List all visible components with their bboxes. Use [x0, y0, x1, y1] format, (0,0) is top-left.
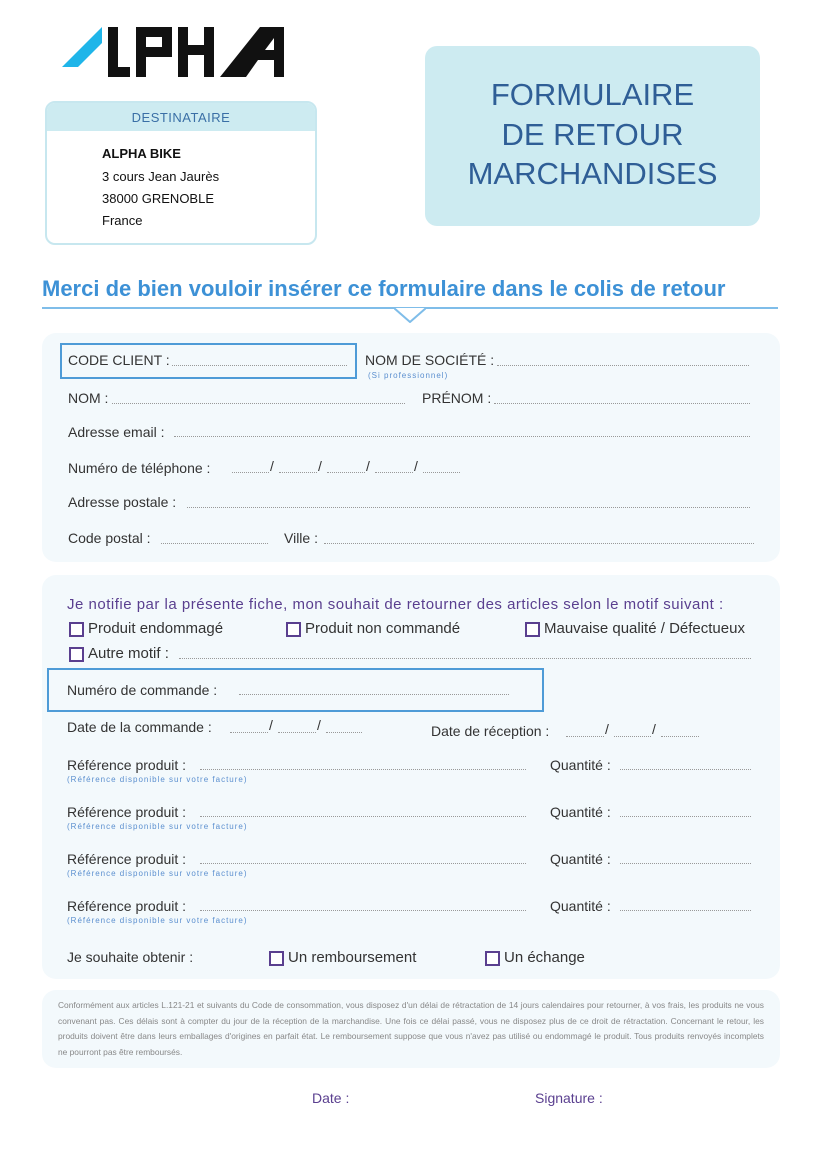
quantity-label: Quantité : — [550, 804, 611, 820]
exchange-label: Un échange — [504, 949, 585, 966]
city-label: Ville : — [284, 530, 318, 546]
product-ref-field[interactable] — [200, 816, 526, 817]
alpha-logo — [62, 22, 288, 82]
nom-label: NOM : — [68, 390, 109, 406]
address-field[interactable] — [187, 507, 750, 508]
email-label: Adresse email : — [68, 424, 165, 440]
prenom-label: PRÉNOM : — [422, 390, 492, 406]
recipient-box — [45, 101, 317, 245]
recipient-name: ALPHA BIKE — [102, 146, 181, 161]
client-code-label: CODE CLIENT : — [68, 352, 170, 368]
product-ref-note: (Référence disponible sur votre facture) — [67, 869, 248, 878]
date-separator: / — [605, 721, 609, 737]
quantity-field[interactable] — [620, 910, 751, 911]
wish-label: Je souhaite obtenir : — [67, 949, 194, 965]
title-line-3: MARCHANDISES — [467, 156, 718, 191]
product-ref-note: (Référence disponible sur votre facture) — [67, 775, 248, 784]
title-line-1: FORMULAIRE — [490, 77, 695, 112]
return-notice: Je notifie par la présente fiche, mon souhait de retourner des articles selon le motif suivant : — [67, 596, 724, 613]
phone-separator: / — [318, 458, 322, 474]
title-line-2: DE RETOUR — [501, 117, 684, 152]
company-field[interactable] — [497, 365, 749, 366]
phone-field-2[interactable] — [279, 472, 317, 473]
divider-notch — [394, 307, 426, 323]
phone-separator: / — [270, 458, 274, 474]
reason-not-ordered-checkbox[interactable] — [286, 622, 301, 637]
order-date-year[interactable] — [326, 732, 362, 733]
product-ref-label: Référence produit : — [67, 851, 187, 867]
date-label: Date : — [312, 1090, 350, 1106]
product-ref-label: Référence produit : — [67, 898, 187, 914]
recipient-country: France — [102, 213, 143, 228]
product-ref-field[interactable] — [200, 910, 526, 911]
reception-date-year[interactable] — [661, 736, 699, 737]
prenom-field[interactable] — [494, 403, 750, 404]
recipient-heading: DESTINATAIRE — [47, 103, 315, 131]
title-box — [425, 46, 760, 226]
reason-damaged-checkbox[interactable] — [69, 622, 84, 637]
date-separator: / — [317, 717, 321, 733]
legal-notice: Conformément aux articles L.121-21 et suivants du Code de consommation, vous disposez d'un délai de rétractation de 14 jours calendaires pour retourner, à vos frais, les produits ne vous convenant pas. Ces délais sont à compter du jour de la réception de la marchandise. Une fois ce délai passé, vous ne disposez plus de ce droit de rétractation. Concernant le retour, les produits doivent être dans leurs emballages d'origines en parfait état. Le remboursement suppose que vous n'avez pas utilisé ou endommagé le produit. Tous produits renvoyés incomplets ne pourront pas être remboursés. — [58, 1000, 764, 1057]
product-ref-note: (Référence disponible sur votre facture) — [67, 822, 248, 831]
phone-field-3[interactable] — [327, 472, 365, 473]
order-number-label: Numéro de commande : — [67, 682, 218, 698]
quantity-label: Quantité : — [550, 898, 611, 914]
nom-field[interactable] — [112, 403, 405, 404]
phone-label: Numéro de téléphone : — [68, 460, 211, 476]
order-date-label: Date de la commande : — [67, 719, 212, 735]
reception-date-day[interactable] — [566, 736, 604, 737]
client-code-field[interactable] — [172, 365, 347, 366]
city-field[interactable] — [324, 543, 754, 544]
phone-field-4[interactable] — [375, 472, 413, 473]
refund-label: Un remboursement — [288, 949, 417, 966]
phone-separator: / — [366, 458, 370, 474]
quantity-field[interactable] — [620, 816, 751, 817]
recipient-city: 38000 GRENOBLE — [102, 191, 215, 206]
date-separator: / — [652, 721, 656, 737]
order-date-month[interactable] — [278, 732, 316, 733]
exchange-checkbox[interactable] — [485, 951, 500, 966]
recipient-street: 3 cours Jean Jaurès — [102, 169, 220, 184]
company-note: (Si professionnel) — [368, 371, 449, 380]
phone-field-1[interactable] — [232, 472, 269, 473]
reason-defective-checkbox[interactable] — [525, 622, 540, 637]
signature-label: Signature : — [535, 1090, 603, 1106]
reason-other-field[interactable] — [179, 658, 751, 659]
reason-defective-label: Mauvaise qualité / Défectueux — [544, 620, 745, 637]
date-separator: / — [269, 717, 273, 733]
reason-other-label: Autre motif : — [88, 645, 169, 662]
product-ref-field[interactable] — [200, 863, 526, 864]
reason-other-checkbox[interactable] — [69, 647, 84, 662]
address-label: Adresse postale : — [68, 494, 177, 510]
product-ref-field[interactable] — [200, 769, 526, 770]
order-date-day[interactable] — [230, 732, 268, 733]
product-ref-label: Référence produit : — [67, 757, 187, 773]
quantity-field[interactable] — [620, 769, 751, 770]
product-ref-note: (Référence disponible sur votre facture) — [67, 916, 248, 925]
quantity-label: Quantité : — [550, 851, 611, 867]
email-field[interactable] — [174, 436, 750, 437]
reception-date-month[interactable] — [614, 736, 651, 737]
quantity-field[interactable] — [620, 863, 751, 864]
refund-checkbox[interactable] — [269, 951, 284, 966]
phone-field-5[interactable] — [423, 472, 460, 473]
product-ref-label: Référence produit : — [67, 804, 187, 820]
reception-date-label: Date de réception : — [431, 723, 550, 739]
reason-not-ordered-label: Produit non commandé — [305, 620, 461, 637]
company-label: NOM DE SOCIÉTÉ : — [365, 352, 495, 368]
intro-heading: Merci de bien vouloir insérer ce formulaire dans le colis de retour — [42, 276, 726, 301]
order-number-field[interactable] — [239, 694, 509, 695]
reason-damaged-label: Produit endommagé — [88, 620, 224, 637]
quantity-label: Quantité : — [550, 757, 611, 773]
zip-label: Code postal : — [68, 530, 151, 546]
zip-field[interactable] — [161, 543, 268, 544]
phone-separator: / — [414, 458, 418, 474]
